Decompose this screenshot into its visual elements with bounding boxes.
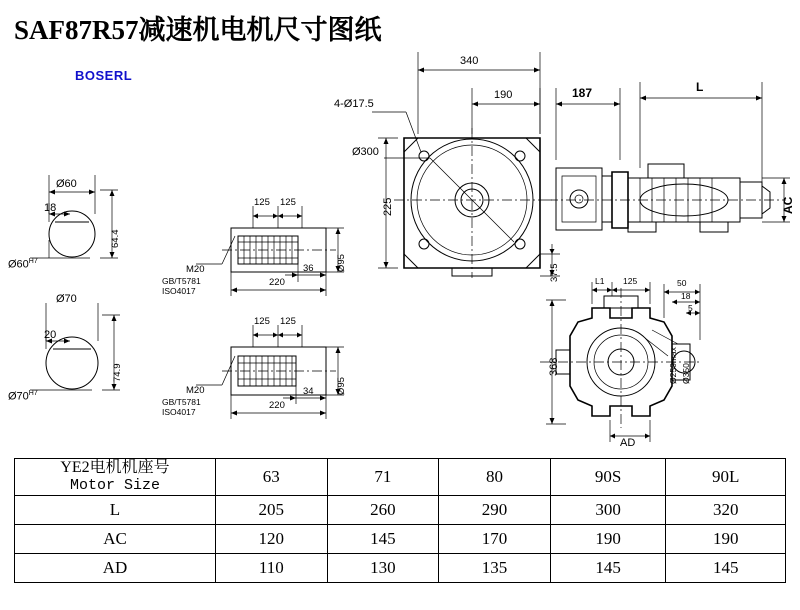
dim-50: 50 <box>677 278 687 288</box>
dim-60: Ø60 <box>56 178 77 190</box>
table-cell-AC-63: 120 <box>216 524 328 553</box>
dim-125-c: 125 <box>254 316 270 327</box>
table-cell-AD-90L: 145 <box>666 553 786 582</box>
table-header-label-cn: YE2电机机座号 <box>60 459 170 476</box>
table-row-label-L: L <box>15 495 216 524</box>
dim-368: 368 <box>548 357 560 376</box>
dim-20: 20 <box>44 329 57 341</box>
table-row-label-AD: AD <box>15 553 216 582</box>
brand-watermark: BOSERL <box>75 68 133 83</box>
dim-70: Ø70 <box>56 293 77 305</box>
table-row <box>15 495 786 524</box>
dim-18: 18 <box>44 202 57 214</box>
table-cell-L-90S: 300 <box>550 495 666 524</box>
table-cell-AC-90L: 190 <box>666 524 786 553</box>
dim-36: 36 <box>303 263 314 274</box>
table-cell-AD-80: 135 <box>439 553 551 582</box>
dim-220-a: 220 <box>269 277 285 288</box>
label-m20-b: M20 <box>186 385 205 396</box>
motor-size-table <box>14 458 786 583</box>
table-cell-AC-80: 170 <box>439 524 551 553</box>
dim-AC: AC <box>781 196 795 214</box>
dim-holes: 4-Ø17.5 <box>334 98 374 110</box>
dim-125-e: 125 <box>623 276 638 286</box>
dim-95-a: Ø95 <box>336 254 347 272</box>
dim-190: 190 <box>494 89 513 101</box>
dim-AD: AD <box>620 437 636 449</box>
table-header-size-2: 80 <box>439 459 551 496</box>
dim-5: 5 <box>688 303 693 313</box>
table-cell-AD-90S: 145 <box>550 553 666 582</box>
dim-18b: 18 <box>681 291 691 301</box>
table-row-header <box>15 459 786 496</box>
dim-125-d: 125 <box>280 316 296 327</box>
table-header-label-en: Motor Size <box>69 477 160 495</box>
table-header-size-0: 63 <box>216 459 328 496</box>
dim-250max: Ø250max <box>668 347 678 384</box>
dim-125-b: 125 <box>280 197 296 208</box>
page-title: SAF87R57减速机电机尺寸图纸 <box>14 15 382 45</box>
label-gb-b: GB/T5781 <box>162 397 201 407</box>
dim-220-b: 220 <box>269 400 285 411</box>
table-cell-AD-71: 130 <box>327 553 439 582</box>
dim-74-9: 74.9 <box>112 363 123 382</box>
dim-34: 34 <box>303 386 314 397</box>
dim-70h7: $Ø70^{H7}$ <box>8 390 38 403</box>
dim-64-4: 64.4 <box>110 229 121 248</box>
table-cell-L-71: 260 <box>327 495 439 524</box>
label-iso-b: ISO4017 <box>162 407 196 417</box>
table-header-size-4: 90L <box>666 459 786 496</box>
dim-125-a: 125 <box>254 197 270 208</box>
table-row-label-AC: AC <box>15 524 216 553</box>
dim-95-b: Ø95 <box>336 377 347 395</box>
table-cell-AC-90S: 190 <box>550 524 666 553</box>
table-header-size-1: 71 <box>327 459 439 496</box>
dim-L1: L1 <box>595 276 605 286</box>
label-gb-a: GB/T5781 <box>162 276 201 286</box>
dim-37-5: 37.5 <box>549 263 560 282</box>
table-cell-AC-71: 145 <box>327 524 439 553</box>
dim-60h7: $Ø60^{H7}$ <box>8 258 38 271</box>
table-cell-L-80: 290 <box>439 495 551 524</box>
dim-225: 225 <box>382 197 394 216</box>
label-m20-a: M20 <box>186 264 205 275</box>
table-cell-L-90L: 320 <box>666 495 786 524</box>
dim-L: L <box>696 80 704 94</box>
table-cell-AD-63: 110 <box>216 553 328 582</box>
label-iso-a: ISO4017 <box>162 286 196 296</box>
dim-300: Ø300 <box>352 146 379 158</box>
table-cell-L-63: 205 <box>216 495 328 524</box>
table-header-label <box>15 459 216 496</box>
table-row <box>15 524 786 553</box>
table-header-size-3: 90S <box>550 459 666 496</box>
dim-350: Ø350 <box>681 363 691 384</box>
dim-187: 187 <box>572 86 593 100</box>
table-row <box>15 553 786 582</box>
dim-340: 340 <box>460 55 479 67</box>
